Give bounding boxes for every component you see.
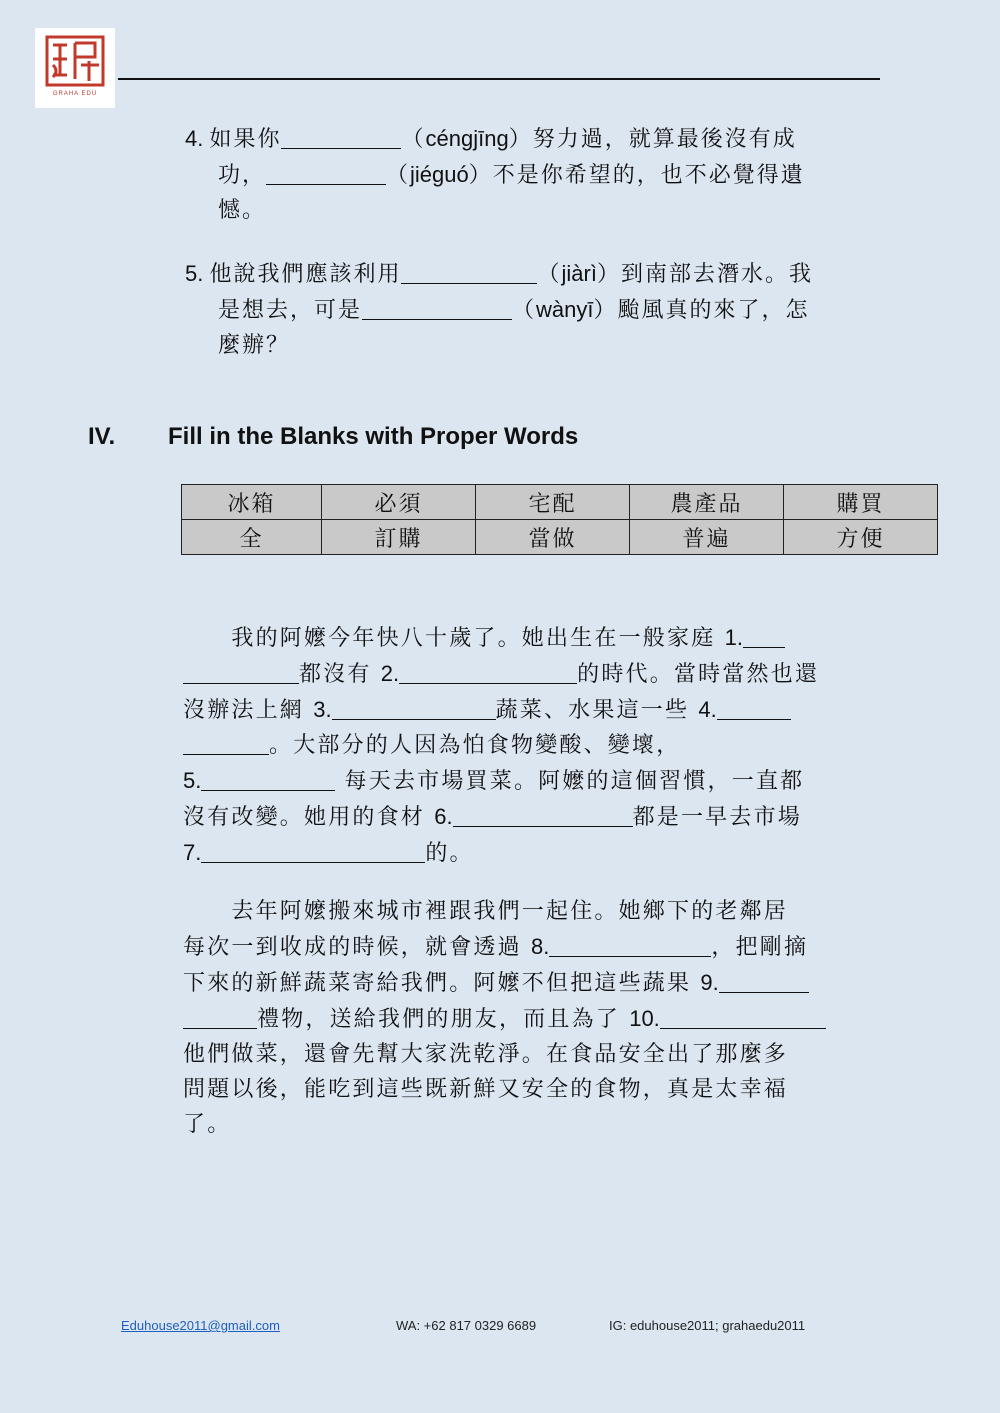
word-cell: 冰箱: [182, 485, 322, 520]
section-number: IV.: [88, 423, 116, 450]
answer-blank[interactable]: [717, 695, 791, 720]
paragraph-text: 下來的新鮮蔬菜寄給我們。阿嬤不但把這些蔬果: [183, 971, 701, 996]
question-text: （: [512, 298, 537, 323]
question-text: ）不是你希望的，也不必覺得遺: [468, 163, 805, 188]
paragraph-text: 。大部分的人因為怕食物變酸、變壞，: [269, 733, 681, 758]
blank-number: 4.: [698, 697, 717, 722]
word-bank-table: [181, 484, 938, 555]
paragraph-text: 沒辦法上網: [183, 698, 314, 723]
paragraph-text: 問題以後，能吃到這些既新鮮又安全的食物，真是太幸福: [183, 1077, 789, 1102]
blank-number: 9.: [700, 970, 719, 995]
paragraph-2: [183, 894, 880, 1142]
answer-blank[interactable]: [401, 259, 537, 284]
paragraph-line: [183, 1072, 880, 1107]
blank-number: 7.: [183, 840, 202, 865]
word-cell: 訂購: [322, 520, 476, 555]
word-cell: 農產品: [630, 485, 784, 520]
paragraph-text: 了。: [183, 1112, 232, 1137]
blank-number: 1.: [724, 625, 743, 650]
answer-blank[interactable]: [362, 295, 512, 320]
answer-blank[interactable]: [743, 623, 785, 648]
word-cell: 購買: [784, 485, 938, 520]
question-text: （: [401, 127, 426, 152]
word-cell: 當做: [476, 520, 630, 555]
paragraph-line: [183, 763, 880, 799]
answer-blank[interactable]: [183, 730, 269, 755]
paragraph-text: 每次一到收成的時候，就會透過: [183, 935, 531, 960]
question-number: 5.: [185, 261, 210, 286]
question-text: ）颱風真的來了，怎: [593, 298, 810, 323]
word-bank-row: [182, 520, 938, 555]
section-title: Fill in the Blanks with Proper Words: [168, 423, 579, 450]
blank-number: 3.: [313, 697, 332, 722]
paragraph-text: ，把剛摘: [711, 935, 809, 960]
word-bank-row: [182, 485, 938, 520]
question-text: 憾。: [218, 198, 267, 223]
paragraph-line: [183, 1107, 880, 1142]
question-text: 麼辦？: [218, 333, 291, 358]
paragraph-text: 沒有改變。她用的食材: [183, 805, 435, 830]
paragraph-text: 蔬菜、水果這一些: [495, 698, 699, 723]
question-text: 如果你: [209, 127, 282, 152]
question-text: （: [386, 163, 411, 188]
answer-blank[interactable]: [266, 160, 386, 185]
blank-number: 8.: [531, 934, 550, 959]
paragraph-line: [183, 894, 880, 929]
paragraph-line: [183, 1001, 880, 1037]
pinyin-hint: wànyī: [536, 297, 594, 322]
seal-icon: [45, 35, 105, 87]
paragraph-line: [183, 656, 880, 692]
logo: [35, 28, 115, 108]
answer-blank[interactable]: [453, 802, 633, 827]
question-text: 是想去，可是: [218, 298, 363, 323]
blank-number: 2.: [380, 661, 400, 686]
paragraph-line: [183, 620, 880, 656]
answer-blank[interactable]: [183, 659, 299, 684]
question-text: 他說我們應該利用: [209, 262, 402, 287]
logo-text: GRAHA EDU: [52, 91, 98, 97]
paragraph-text: 的。: [425, 841, 474, 866]
paragraph-line: [183, 965, 880, 1001]
paragraph-text: 去年阿嬤搬來城市裡跟我們一起住。她鄉下的老鄰居: [183, 899, 789, 924]
blank-number: 6.: [434, 804, 453, 829]
word-cell: 宅配: [476, 485, 630, 520]
answer-blank[interactable]: [399, 659, 577, 684]
answer-blank[interactable]: [201, 766, 335, 791]
paragraph-text: 我的阿嬤今年快八十歲了。她出生在一般家庭: [183, 626, 725, 651]
header-rule: [118, 78, 880, 80]
paragraph-text: 禮物，送給我們的朋友，而且為了: [257, 1007, 630, 1032]
paragraph-text: 每天去市場買菜。阿嬤的這個習慣，一直都: [335, 769, 805, 794]
question-text: ）到南部去潛水。我: [596, 262, 813, 287]
paragraph-text: 的時代。當時當然也還: [577, 662, 820, 687]
answer-blank[interactable]: [281, 124, 401, 149]
pinyin-hint: jiéguó: [410, 162, 469, 187]
answer-blank[interactable]: [183, 1004, 257, 1029]
word-cell: 必須: [322, 485, 476, 520]
question-line: [185, 193, 880, 228]
question-text: 功，: [218, 163, 267, 188]
word-cell: 方便: [784, 520, 938, 555]
paragraph-text: 都沒有: [299, 662, 381, 687]
paragraph-line: [183, 799, 880, 835]
question-line: [185, 157, 880, 193]
paragraph-line: [183, 692, 880, 728]
question-line: [185, 121, 880, 157]
question-5: [185, 256, 880, 363]
answer-blank[interactable]: [660, 1004, 826, 1029]
paragraph-line: [183, 728, 880, 763]
paragraph-text: 他們做菜，還會先幫大家洗乾淨。在食品安全出了那麼多: [183, 1042, 789, 1067]
blank-number: 10.: [629, 1006, 660, 1031]
answer-blank[interactable]: [719, 968, 809, 993]
question-line: [185, 256, 880, 292]
question-text: ）努力過，就算最後沒有成: [508, 127, 797, 152]
word-cell: 普遍: [630, 520, 784, 555]
paragraph-line: [183, 835, 880, 871]
answer-blank[interactable]: [201, 838, 425, 863]
pinyin-hint: jiàrì: [561, 261, 597, 286]
question-line: [185, 292, 880, 328]
question-text: （: [537, 262, 562, 287]
question-number: 4.: [185, 126, 210, 151]
blank-number: 5.: [183, 768, 202, 793]
footer-instagram: IG: eduhouse2011; grahaedu2011: [609, 1318, 806, 1333]
paragraph-text: 都是一早去市場: [632, 805, 802, 830]
pinyin-hint: céngjīng: [425, 126, 509, 151]
paragraph-line: [183, 929, 880, 965]
word-cell: 全: [182, 520, 322, 555]
footer-email-link[interactable]: Eduhouse2011@gmail.com: [121, 1318, 280, 1333]
footer-whatsapp: WA: +62 817 0329 6689: [396, 1318, 537, 1333]
answer-blank[interactable]: [549, 932, 711, 957]
paragraph-line: [183, 1037, 880, 1072]
paragraph-1: [183, 620, 880, 871]
answer-blank[interactable]: [332, 695, 496, 720]
question-4: [185, 121, 880, 228]
question-line: [185, 328, 880, 363]
